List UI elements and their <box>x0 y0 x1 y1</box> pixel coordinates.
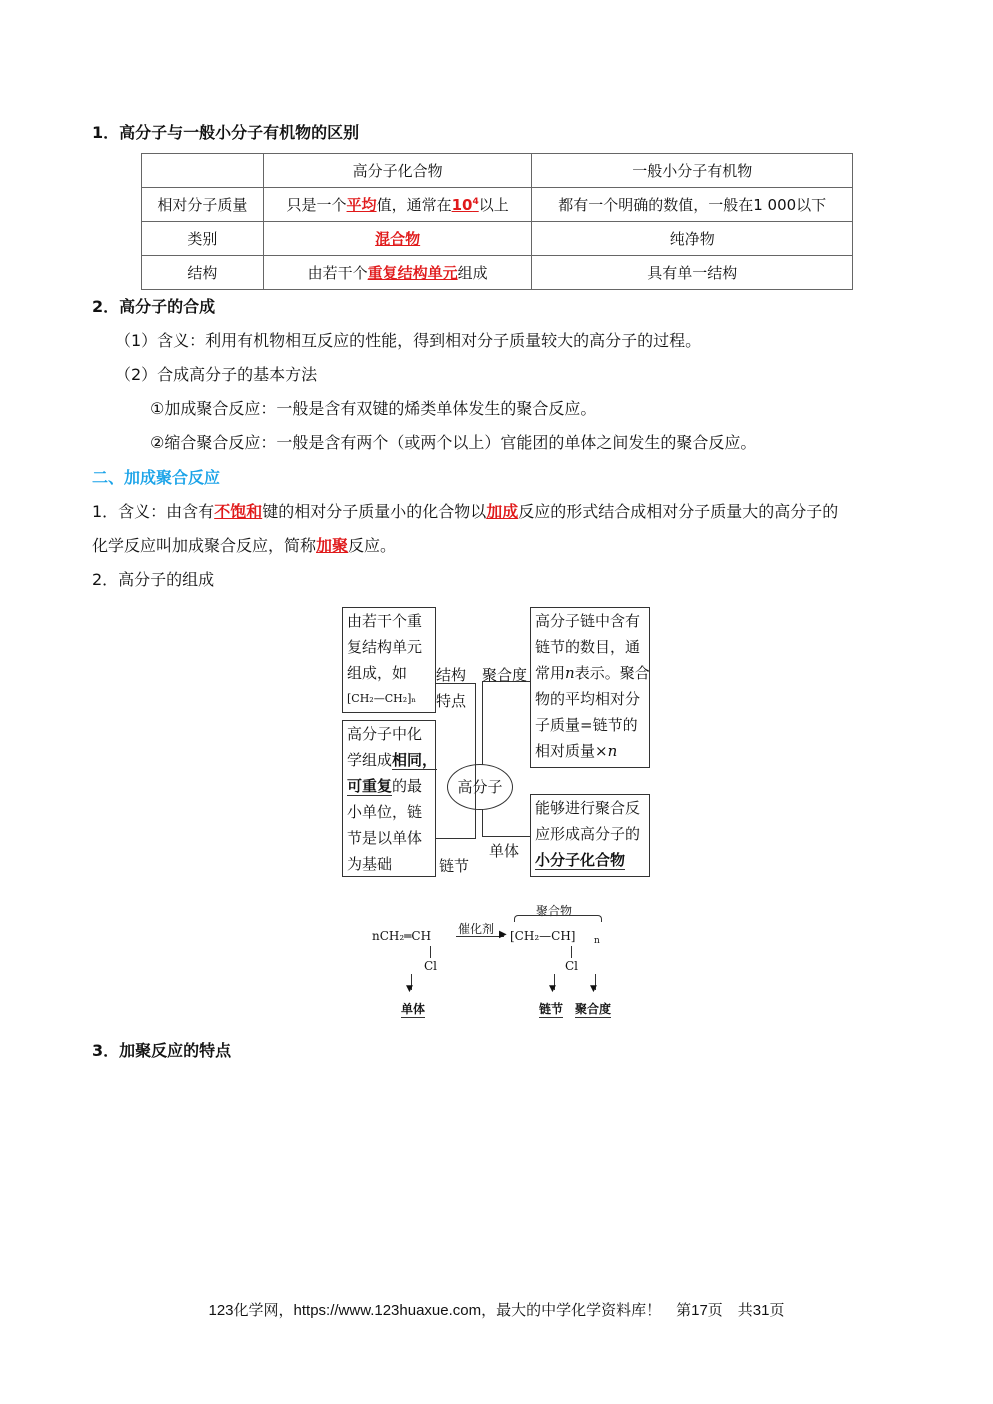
connector-line <box>475 683 476 838</box>
box-text: 的最 <box>392 777 423 795</box>
table-cell <box>263 222 532 256</box>
heading-number: 1． <box>92 123 120 142</box>
synthesis-paragraph: （2）合成高分子的基本方法 <box>115 365 318 384</box>
box-text: 能够进行聚合反 <box>535 799 641 817</box>
subscript-n: n <box>594 936 600 946</box>
catalyst-label: 催化剂 <box>458 922 495 936</box>
chlorine-atom: Cl <box>424 959 438 973</box>
heading-text: 高分子与一般小分子有机物的区别 <box>119 123 360 142</box>
table-row <box>142 222 853 256</box>
arrow-head: ▶ <box>499 929 507 940</box>
box-text: 链节的数目，通 <box>535 638 641 656</box>
box-text: 应形成高分子的 <box>535 825 641 843</box>
box-text: 组成，如 <box>347 664 408 682</box>
definition-line-1 <box>92 499 838 522</box>
heading-2 <box>92 294 215 317</box>
bond-line <box>430 946 431 958</box>
table-cell <box>263 188 532 222</box>
section-title: 二、加成聚合反应 <box>92 468 221 487</box>
cell-text: 组成 <box>457 264 488 282</box>
pointer-arrow: ▼ <box>549 984 556 994</box>
polymer-label: 聚合物 <box>536 904 573 918</box>
table-row <box>142 256 853 290</box>
label-text: 结构 <box>436 666 467 684</box>
polymer-concept-diagram <box>341 606 651 878</box>
table-cell: 具有单一结构 <box>532 256 853 290</box>
chain-link-label: 链节 <box>439 857 470 875</box>
heading-1 <box>92 120 359 143</box>
box-text: 高分子中化 <box>347 725 423 743</box>
definition-line-2 <box>92 533 396 556</box>
answer-text: 混合物 <box>375 230 421 248</box>
reaction-arrow <box>456 936 504 937</box>
emphasis-text: 可重复 <box>347 777 393 795</box>
variable-n: n <box>565 664 575 682</box>
definition-text: 反应的形式结合成相对分子质量大的高分子的 <box>518 502 839 521</box>
monomer-formula: nCH₂═CH <box>372 929 432 943</box>
comparison-table <box>141 153 853 290</box>
polymer-brace <box>514 915 602 922</box>
monomer-tag: 单体 <box>401 1002 426 1016</box>
box-text: 表示。聚合 <box>574 664 650 682</box>
table-cell <box>263 256 532 290</box>
cell-text: 由若干个 <box>307 264 368 282</box>
box-text: 节是以单体 <box>347 829 423 847</box>
monomer-box <box>530 794 650 877</box>
answer-text <box>452 196 479 214</box>
emphasis-text: 相同， <box>392 751 438 769</box>
heading-text: 加聚反应的特点 <box>119 1041 232 1060</box>
definition-text: 反应。 <box>348 536 397 555</box>
box-text: 复结构单元 <box>347 638 423 656</box>
answer-text: 平均 <box>346 196 377 214</box>
composition-title: 2．高分子的组成 <box>92 570 215 589</box>
table-header-cell: 一般小分子有机物 <box>532 154 853 188</box>
monomer-label: 单体 <box>489 842 520 860</box>
cell-text: 值，通常在 <box>376 196 452 214</box>
box-text: 物的平均相对分 <box>535 690 641 708</box>
row-label: 结构 <box>142 256 264 290</box>
table-header-cell <box>142 154 264 188</box>
degree-box <box>530 607 650 768</box>
table-row <box>142 188 853 222</box>
repeat-unit-box <box>342 607 436 713</box>
polymerization-equation <box>366 898 626 1022</box>
answer-text: 重复结构单元 <box>367 264 458 282</box>
heading-number: 3． <box>92 1041 120 1060</box>
row-label: 相对分子质量 <box>142 188 264 222</box>
page-footer: 123化学网，https://www.123huaxue.com，最大的中学化学资料库！ 第17页 共31页 <box>208 1302 785 1319</box>
answer-text: 不饱和 <box>214 502 263 521</box>
answer-text: 加聚 <box>316 536 349 555</box>
emphasis-text: 小分子化合物 <box>535 851 626 869</box>
row-label: 类别 <box>142 222 264 256</box>
formula-text: [CH₂—CH₂]ₙ <box>347 692 417 705</box>
heading-3 <box>92 1038 231 1061</box>
definition-text: 1．含义：由含有 <box>92 502 215 521</box>
box-text: 学组成 <box>347 751 393 769</box>
variable-n: n <box>607 742 618 760</box>
connector-line <box>482 681 483 765</box>
bond-line <box>571 946 572 958</box>
table-cell: 都有一个明确的数值，一般在1 000以下 <box>532 188 853 222</box>
chlorine-atom: Cl <box>565 959 579 973</box>
table-header-cell: 高分子化合物 <box>263 154 532 188</box>
connector-line <box>431 838 476 839</box>
heading-number: 2． <box>92 297 120 316</box>
pointer-arrow: ▼ <box>406 984 413 994</box>
polymer-center-node: 高分子 <box>447 764 513 810</box>
box-text: 小单位，链 <box>347 803 423 821</box>
degree-tag: 聚合度 <box>575 1002 612 1016</box>
degree-label: 聚合度 <box>482 666 528 684</box>
answer-base: 10 <box>451 196 473 214</box>
synthesis-paragraph: ②缩合聚合反应：一般是含有两个（或两个以上）官能团的单体之间发生的聚合反应。 <box>150 433 757 452</box>
answer-exponent: 4 <box>472 197 479 207</box>
synthesis-paragraph: （1）含义：利用有机物相互反应的性能，得到相对分子质量较大的高分子的过程。 <box>115 331 702 350</box>
label-text: 特点 <box>436 692 467 710</box>
box-text: 为基础 <box>347 855 393 873</box>
repeat-unit-formula: [CH₂—CH] <box>510 929 576 943</box>
chain-link-box <box>342 720 436 877</box>
cell-text: 只是一个 <box>286 196 347 214</box>
cell-text: 以上 <box>478 196 509 214</box>
box-text: 子质量=链节的 <box>535 716 638 734</box>
answer-text: 加成 <box>486 502 519 521</box>
box-text: 常用 <box>535 664 566 682</box>
heading-text: 高分子的合成 <box>119 297 216 316</box>
structure-label <box>436 662 466 714</box>
definition-text: 化学反应叫加成聚合反应，简称 <box>92 536 317 555</box>
connector-line <box>482 809 483 837</box>
table-cell: 纯净物 <box>532 222 853 256</box>
table-header-row <box>142 154 853 188</box>
connector-line <box>482 836 530 837</box>
box-text: 高分子链中含有 <box>535 612 641 630</box>
link-tag: 链节 <box>539 1002 564 1016</box>
synthesis-paragraph: ①加成聚合反应：一般是含有双键的烯类单体发生的聚合反应。 <box>150 399 597 418</box>
definition-text: 键的相对分子质量小的化合物以 <box>262 502 487 521</box>
box-text: 由若干个重 <box>347 612 423 630</box>
pointer-arrow: ▼ <box>590 984 597 994</box>
box-text: 相对质量× <box>535 742 608 760</box>
